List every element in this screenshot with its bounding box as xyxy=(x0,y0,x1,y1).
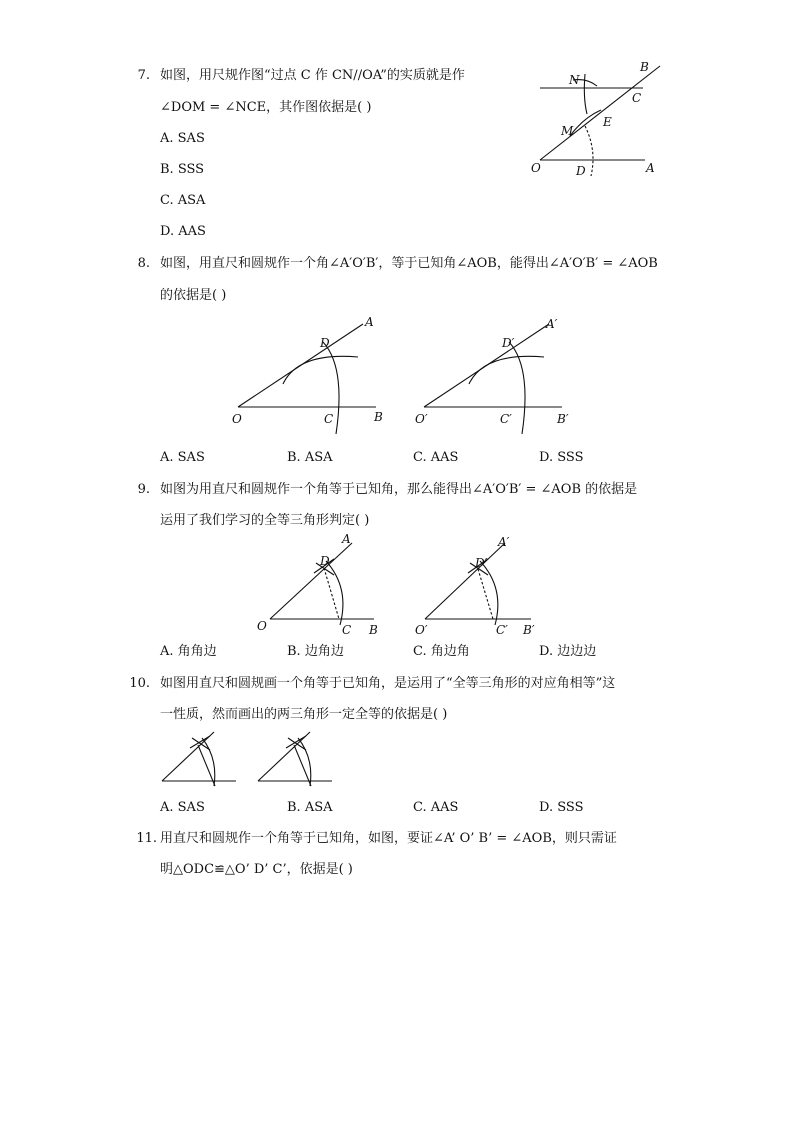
q10-figure-left xyxy=(160,728,240,788)
label-d: D xyxy=(320,554,330,568)
label-b: B xyxy=(374,410,383,424)
option-d[interactable]: D. AAS xyxy=(160,224,206,239)
label-c: C xyxy=(342,623,352,637)
label-b-prime: B′ xyxy=(523,623,535,637)
label-n: N xyxy=(569,73,580,87)
arc-d xyxy=(283,356,358,384)
option-d[interactable]: D. SSS xyxy=(539,450,584,465)
q10-figure-right xyxy=(256,728,336,788)
option-b[interactable]: B. SSS xyxy=(160,162,205,177)
option-c[interactable]: C. ASA xyxy=(160,193,206,208)
label-e: E xyxy=(603,115,612,129)
label-a: A xyxy=(365,315,374,329)
question-number: 7. xyxy=(137,68,150,83)
connect-line xyxy=(198,745,215,786)
option-b[interactable]: B. 边角边 xyxy=(287,644,344,659)
arc-cd xyxy=(326,561,343,625)
question-text-line1: 如图，用直尺和圆规作一个角∠A′O′B′，等于已知角∠AOB，能得出∠A′O′B′ = ∠AOB xyxy=(160,256,658,271)
slant-line xyxy=(162,732,214,781)
label-a-prime: A′ xyxy=(546,317,558,331)
cross-arc xyxy=(286,736,306,750)
label-c-prime: C′ xyxy=(500,412,512,426)
option-b[interactable]: B. ASA xyxy=(287,450,333,465)
label-d-prime: D′ xyxy=(475,556,488,570)
label-a: A xyxy=(646,161,655,175)
slant-line xyxy=(258,732,310,781)
label-b: B xyxy=(369,623,378,637)
label-o-prime: O′ xyxy=(415,623,428,637)
label-d: D xyxy=(576,164,586,178)
label-d: D xyxy=(320,336,330,350)
question-text-line2: 一性质，然而画出的两三角形一定全等的依据是( ) xyxy=(160,707,448,722)
label-c-prime: C′ xyxy=(496,623,508,637)
question-text-line2: 的依据是( ) xyxy=(160,288,227,303)
question-number: 8. xyxy=(137,256,150,271)
option-c[interactable]: C. AAS xyxy=(413,450,459,465)
question-text-line1: 如图为用直尺和圆规作一个角等于已知角，那么能得出∠A′O′B′ = ∠AOB 的依据是 xyxy=(160,482,638,497)
label-o: O xyxy=(257,619,267,633)
arc-d-prime xyxy=(469,356,544,384)
arc-md xyxy=(585,126,593,176)
label-c: C xyxy=(324,412,334,426)
question-number: 9. xyxy=(137,482,150,497)
label-d-prime: D′ xyxy=(502,336,515,350)
q7-figure xyxy=(525,58,670,183)
ray-oa xyxy=(270,543,352,619)
ray-ob xyxy=(540,66,660,160)
arc xyxy=(298,738,311,786)
question-number: 10. xyxy=(129,676,150,691)
label-c: C xyxy=(632,91,642,105)
arc-e xyxy=(570,110,601,136)
option-d[interactable]: D. 边边边 xyxy=(539,644,597,659)
q8-figure-left xyxy=(228,312,398,437)
question-text-line2: 明△ODC≌△O’ D’ C’，依据是( ) xyxy=(160,862,353,877)
question-text-line1: 用直尺和圆规作一个角等于已知角，如图，要证∠A’ O’ B’ = ∠AOB，则只需证 xyxy=(160,831,617,846)
option-a[interactable]: A. SAS xyxy=(160,131,205,146)
q9-figure-left xyxy=(254,533,384,638)
question-text-line2: ∠DOM = ∠NCE，其作图依据是( ) xyxy=(160,100,372,115)
arc-cd-prime xyxy=(480,561,498,625)
option-d[interactable]: D. SSS xyxy=(539,800,584,815)
option-a[interactable]: A. 角角边 xyxy=(160,644,217,659)
label-b: B xyxy=(640,60,649,74)
label-b-prime: B′ xyxy=(557,412,569,426)
option-b[interactable]: B. ASA xyxy=(287,800,333,815)
label-m: M xyxy=(561,124,574,138)
connect-line xyxy=(294,745,311,786)
option-a[interactable]: A. SAS xyxy=(160,800,205,815)
arc xyxy=(202,738,215,786)
label-a: A xyxy=(342,532,351,546)
label-o: O xyxy=(232,412,242,426)
option-c[interactable]: C. 角边角 xyxy=(413,644,470,659)
question-text-line1: 如图用直尺和圆规画一个角等于已知角，是运用了“全等三角形的对应角相等”这 xyxy=(160,676,616,691)
q8-figure-right xyxy=(412,312,587,437)
question-text-line2: 运用了我们学习的全等三角形判定( ) xyxy=(160,513,370,528)
question-number: 11. xyxy=(136,831,157,846)
cross-arc xyxy=(190,736,210,750)
label-a-prime: A′ xyxy=(498,535,510,549)
option-a[interactable]: A. SAS xyxy=(160,450,205,465)
label-o-prime: O′ xyxy=(415,412,428,426)
question-text-line1: 如图，用尺规作图“过点 C 作 CN//OA”的实质就是作 xyxy=(160,68,465,83)
option-c[interactable]: C. AAS xyxy=(413,800,459,815)
q9-figure-right xyxy=(413,533,548,638)
label-o: O xyxy=(531,161,541,175)
